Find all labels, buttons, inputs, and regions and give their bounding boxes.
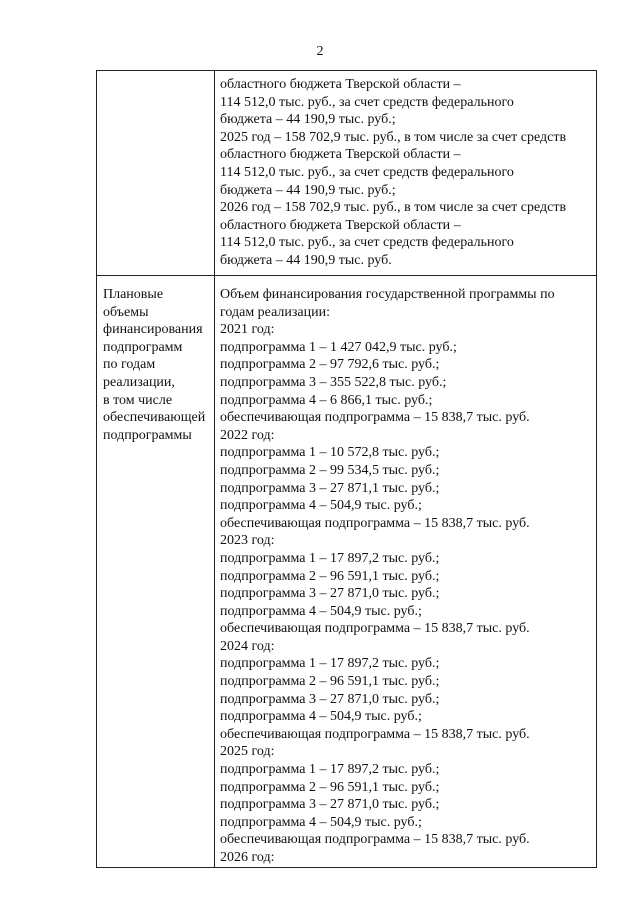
- text-line: 2023 год:: [220, 533, 275, 549]
- text-line: по годам: [103, 357, 156, 373]
- text-line: обеспечивающая подпрограмма – 15 838,7 тыс. руб.: [220, 621, 530, 637]
- text-line: бюджета – 44 190,9 тыс. руб.;: [220, 182, 396, 198]
- text-line: подпрограмма 3 – 27 871,0 тыс. руб.;: [220, 797, 440, 813]
- row2-left-cell: [97, 276, 215, 868]
- text-line: подпрограмма 1 – 1 427 042,9 тыс. руб.;: [220, 339, 457, 355]
- text-line: подпрограмма 2 – 96 591,1 тыс. руб.;: [220, 674, 440, 690]
- text-line: 2025 год – 158 702,9 тыс. руб., в том числе за счет средств: [220, 129, 567, 145]
- text-line: подпрограммы: [103, 427, 192, 443]
- text-line: бюджета – 44 190,9 тыс. руб.;: [220, 112, 396, 128]
- text-line: годам реализации:: [220, 304, 330, 320]
- text-line: обеспечивающей: [103, 410, 206, 426]
- text-line: подпрограмма 2 – 97 792,6 тыс. руб.;: [220, 357, 440, 373]
- text-line: 2024 год:: [220, 638, 275, 654]
- text-line: подпрограмма 4 – 504,9 тыс. руб.;: [220, 603, 422, 619]
- table-row: [97, 71, 597, 276]
- text-line: подпрограмма 2 – 96 591,1 тыс. руб.;: [220, 779, 440, 795]
- text-line: в том числе: [103, 392, 173, 408]
- text-line: подпрограмма 1 – 17 897,2 тыс. руб.;: [220, 762, 440, 778]
- text-line: Плановые: [103, 287, 164, 302]
- financing-table: [96, 70, 597, 868]
- text-line: подпрограмма 4 – 6 866,1 тыс. руб.;: [220, 392, 433, 408]
- text-line: подпрограмм: [103, 339, 183, 355]
- text-line: подпрограмма 1 – 17 897,2 тыс. руб.;: [220, 656, 440, 672]
- row1-left-cell: [97, 71, 215, 276]
- text-line: подпрограмма 1 – 17 897,2 тыс. руб.;: [220, 550, 440, 566]
- text-line: 2025 год:: [220, 744, 275, 760]
- text-line: объемы: [103, 304, 149, 320]
- row1-right-cell: [215, 71, 597, 276]
- table-row: [97, 276, 597, 868]
- text-line: подпрограмма 4 – 504,9 тыс. руб.;: [220, 709, 422, 725]
- text-line: 114 512,0 тыс. руб., за счет средств федерального: [220, 164, 514, 180]
- text-line: 2026 год:: [220, 850, 275, 865]
- text-line: подпрограмма 1 – 10 572,8 тыс. руб.;: [220, 445, 440, 461]
- row2-right-cell: [215, 276, 597, 868]
- text-line: бюджета – 44 190,9 тыс. руб.: [220, 252, 392, 268]
- text-line: подпрограмма 3 – 27 871,1 тыс. руб.;: [220, 480, 440, 496]
- text-line: 2021 год:: [220, 322, 275, 338]
- text-line: подпрограмма 4 – 504,9 тыс. руб.;: [220, 814, 422, 830]
- text-line: подпрограмма 4 – 504,9 тыс. руб.;: [220, 498, 422, 514]
- text-line: подпрограмма 3 – 27 871,0 тыс. руб.;: [220, 586, 440, 602]
- text-line: Объем финансирования государственной программы по: [220, 287, 555, 302]
- text-line: подпрограмма 2 – 96 591,1 тыс. руб.;: [220, 568, 440, 584]
- text-line: подпрограмма 3 – 27 871,0 тыс. руб.;: [220, 691, 440, 707]
- text-line: обеспечивающая подпрограмма – 15 838,7 тыс. руб.: [220, 410, 530, 426]
- text-line: подпрограмма 3 – 355 522,8 тыс. руб.;: [220, 374, 447, 390]
- text-line: 114 512,0 тыс. руб., за счет средств федерального: [220, 235, 514, 251]
- text-line: 2022 год:: [220, 427, 275, 443]
- text-line: обеспечивающая подпрограмма – 15 838,7 тыс. руб.: [220, 515, 530, 531]
- text-line: областного бюджета Тверской области –: [220, 147, 461, 163]
- text-line: 114 512,0 тыс. руб., за счет средств федерального: [220, 94, 514, 110]
- page-number: 2: [316, 44, 324, 59]
- text-line: обеспечивающая подпрограмма – 15 838,7 тыс. руб.: [220, 726, 530, 742]
- text-line: обеспечивающая подпрограмма – 15 838,7 тыс. руб.: [220, 832, 530, 848]
- text-line: областного бюджета Тверской области –: [220, 77, 461, 92]
- text-line: подпрограмма 2 – 99 534,5 тыс. руб.;: [220, 462, 440, 478]
- text-line: 2026 год – 158 702,9 тыс. руб., в том числе за счет средств: [220, 200, 567, 216]
- text-line: финансирования: [103, 322, 203, 338]
- text-line: областного бюджета Тверской области –: [220, 217, 461, 233]
- text-line: реализации,: [103, 374, 175, 390]
